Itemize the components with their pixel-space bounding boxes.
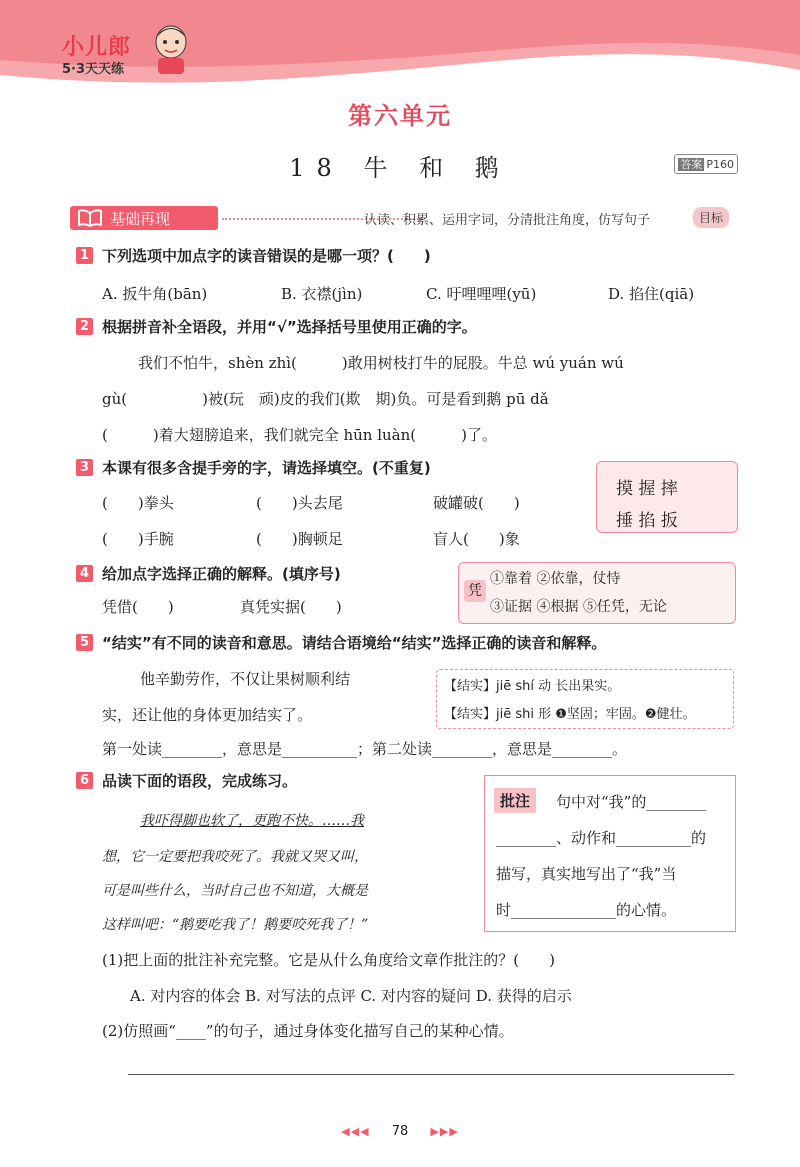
question-number: 1 bbox=[76, 247, 93, 264]
answer-page: P160 bbox=[706, 158, 734, 171]
fill-item: 凭借( ) bbox=[102, 598, 174, 616]
question-number: 5 bbox=[76, 634, 93, 651]
question-text: 下列选项中加点字的读音错误的是哪一项？( ) bbox=[102, 247, 431, 265]
meaning-list: ①靠着 ②依靠，仗恃 bbox=[490, 571, 621, 587]
question-number: 3 bbox=[76, 459, 93, 476]
left-arrows-icon: ◀◀◀ bbox=[341, 1125, 370, 1138]
section-goal: 认读、积累、运用字词，分清批注角度，仿写句子 bbox=[364, 213, 651, 228]
annotation-line: 句中对“我”的________ bbox=[556, 793, 707, 811]
passage-line: 可是叫些什么，当时自己也不知道，大概是 bbox=[102, 883, 368, 899]
passage-line: 这样叫吧：“鹅要吃我了！鹅要咬死我了！” bbox=[102, 917, 369, 933]
book-icon bbox=[78, 209, 102, 227]
question-text: 品读下面的语段，完成练习。 bbox=[102, 772, 298, 790]
annotation-tag: 批注 bbox=[494, 788, 536, 813]
fill-item: 真凭实据( ) bbox=[240, 598, 342, 616]
context-sentence: 实，还让他的身体更加结实了。 bbox=[102, 706, 313, 724]
passage-line: 我吓得脚也软了，更跑不快。……我 bbox=[140, 813, 364, 829]
passage-line: ( )着大翅膀追来，我们就完全 hūn luàn( )了。 bbox=[102, 426, 497, 444]
fill-item: ( )胸顿足 bbox=[256, 530, 343, 548]
question-text: 给加点字选择正确的解释。(填序号) bbox=[102, 565, 341, 583]
sub-question: (2)仿照画“____”的句子，通过身体变化描写自己的某种心情。 bbox=[102, 1022, 514, 1040]
annotation-line: ________、动作和__________的 bbox=[496, 829, 707, 847]
annotation-line: 描写，真实地写出了“我”当 bbox=[496, 865, 677, 883]
option-c: C. 吁哩哩哩(yū) bbox=[426, 285, 537, 303]
annotation-line: 时______________的心情。 bbox=[496, 901, 677, 919]
right-arrows-icon: ▶▶▶ bbox=[430, 1125, 459, 1138]
passage-line: 我们不怕牛，shèn zhì( )敢用树枝打牛的屁股。牛总 wú yuán wú bbox=[138, 354, 624, 372]
fill-item: ( )拳头 bbox=[102, 494, 174, 512]
sub-question: (1)把上面的批注补充完整。它是从什么角度给文章作批注的？( ) bbox=[102, 951, 555, 969]
question-text: “结实”有不同的读音和意思。请结合语境给“结实”选择正确的读音和解释。 bbox=[102, 634, 607, 652]
answer-page-tag bbox=[674, 154, 738, 174]
key-character: 凭 bbox=[464, 580, 486, 602]
definition: 【结实】jiē shi 形 ❶坚固；牢固。❷健壮。 bbox=[444, 707, 696, 722]
fill-item: 破罐破( ) bbox=[433, 494, 520, 512]
option-b: B. 衣襟(jìn) bbox=[281, 285, 363, 303]
question-number: 2 bbox=[76, 318, 93, 335]
sub-options: A. 对内容的体会 B. 对写法的点评 C. 对内容的疑问 D. 获得的启示 bbox=[130, 987, 572, 1005]
character-options: 捶 掐 扳 bbox=[616, 511, 678, 531]
passage-line: 想，它一定要把我咬死了。我就又哭又叫， bbox=[102, 849, 368, 865]
question-number: 4 bbox=[76, 565, 93, 582]
option-d: D. 掐住(qiā) bbox=[608, 285, 695, 303]
question-text: 根据拼音补全语段，并用“√”选择括号里使用正确的字。 bbox=[102, 318, 477, 336]
meaning-list: ③证据 ④根据 ⑤任凭，无论 bbox=[490, 599, 667, 615]
lesson-title: 18 牛 和 鹅 bbox=[289, 154, 511, 182]
mascot-boy-icon bbox=[148, 22, 194, 76]
brand-subtitle: 5·3天天练 bbox=[62, 62, 125, 77]
section-tag bbox=[70, 206, 218, 230]
fill-item: 盲人( )象 bbox=[433, 530, 520, 548]
section-label: 基础再现 bbox=[110, 210, 171, 228]
brand-logo: 小儿郎 bbox=[62, 35, 132, 60]
goal-tag: 目标 bbox=[693, 207, 729, 228]
answer-writing-line bbox=[128, 1074, 734, 1075]
answer-line: 第一处读________，意思是__________；第二处读________，意思是________。 bbox=[102, 740, 628, 758]
answer-label: 答案 bbox=[680, 158, 703, 171]
page-number: 78 bbox=[391, 1124, 409, 1139]
passage-line: gù( )被(玩 顽)皮的我们(欺 期)负。可是看到鹅 pū dǎ bbox=[102, 390, 549, 408]
fill-item: ( )手腕 bbox=[102, 530, 174, 548]
fill-item: ( )头去尾 bbox=[256, 494, 343, 512]
context-sentence: 他辛勤劳作，不仅让果树顺利结 bbox=[140, 670, 351, 688]
page-footer bbox=[0, 1124, 800, 1139]
character-options: 摸 握 摔 bbox=[616, 479, 678, 499]
definition: 【结实】jiē shí 动 长出果实。 bbox=[444, 679, 621, 694]
question-number: 6 bbox=[76, 772, 93, 789]
question-text: 本课有很多含提手旁的字，请选择填空。(不重复) bbox=[102, 459, 431, 477]
option-a: A. 扳牛角(bān) bbox=[102, 285, 208, 303]
unit-title: 第六单元 bbox=[348, 102, 452, 130]
